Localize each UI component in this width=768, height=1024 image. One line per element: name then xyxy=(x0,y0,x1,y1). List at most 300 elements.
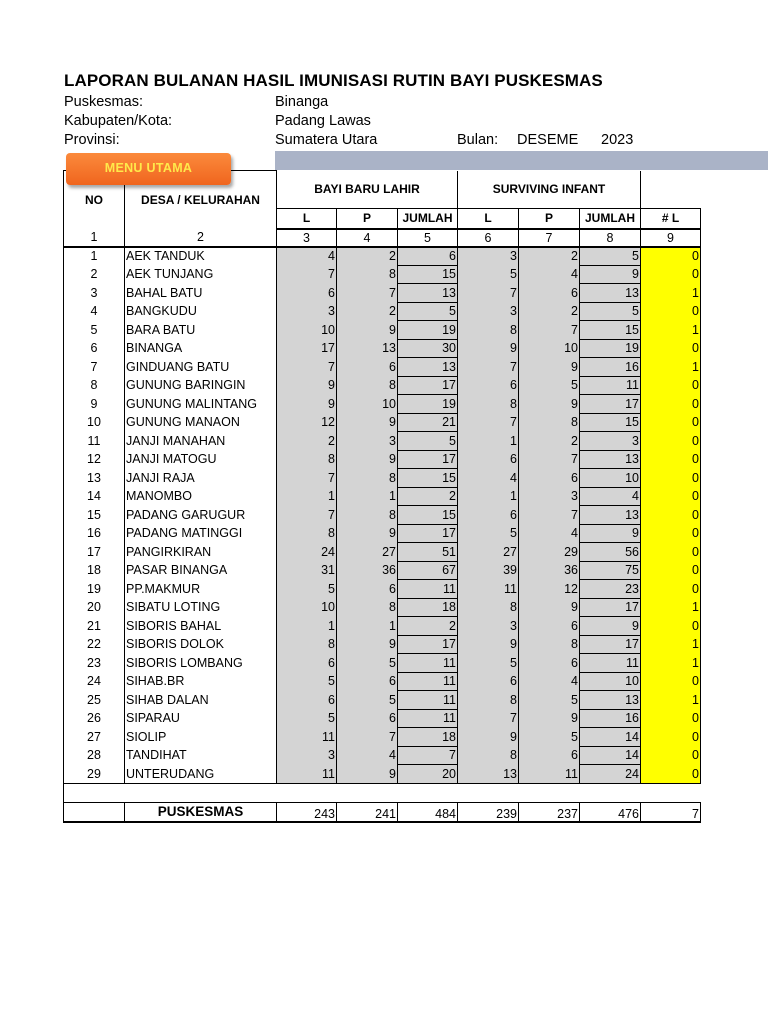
sub-header-si-p: P xyxy=(519,209,580,229)
row-bbl-p[interactable]: 10 xyxy=(337,395,398,414)
row-desa: JANJI MANAHAN xyxy=(125,432,277,451)
row-bbl-jumlah[interactable]: 17 xyxy=(398,450,458,469)
row-si-jumlah[interactable]: 17 xyxy=(580,598,641,617)
row-bbl-l[interactable]: 1 xyxy=(277,617,337,636)
row-no: 21 xyxy=(64,617,125,636)
row-si-jumlah[interactable]: 14 xyxy=(580,728,641,747)
row-bbl-l[interactable]: 2 xyxy=(277,432,337,451)
row-si-l[interactable]: 1 xyxy=(458,487,519,506)
row-bbl-p[interactable]: 9 xyxy=(337,765,398,784)
row-bbl-jumlah[interactable]: 13 xyxy=(398,284,458,303)
row-bbl-jumlah[interactable]: 19 xyxy=(398,395,458,414)
row-hl[interactable]: 0 xyxy=(641,543,701,562)
table-row xyxy=(64,506,701,525)
row-desa: SIOLIP xyxy=(125,728,277,747)
row-si-jumlah[interactable]: 13 xyxy=(580,506,641,525)
row-si-l[interactable]: 7 xyxy=(458,709,519,728)
row-bbl-jumlah[interactable]: 19 xyxy=(398,321,458,340)
total-label: PUSKESMAS xyxy=(125,802,277,822)
row-no: 19 xyxy=(64,580,125,599)
row-si-jumlah[interactable]: 24 xyxy=(580,765,641,784)
row-si-l[interactable]: 7 xyxy=(458,284,519,303)
row-hl[interactable]: 0 xyxy=(641,709,701,728)
row-hl[interactable]: 0 xyxy=(641,265,701,284)
row-si-l[interactable]: 5 xyxy=(458,524,519,543)
row-no: 2 xyxy=(64,265,125,284)
row-no: 7 xyxy=(64,358,125,377)
year-value: 2023 xyxy=(601,132,634,148)
table-row xyxy=(64,321,701,340)
row-si-jumlah[interactable]: 13 xyxy=(580,691,641,710)
row-bbl-jumlah[interactable]: 11 xyxy=(398,672,458,691)
row-si-jumlah[interactable]: 13 xyxy=(580,284,641,303)
table-row xyxy=(64,432,701,451)
row-si-p[interactable]: 9 xyxy=(519,358,580,377)
spacer-row xyxy=(64,783,701,802)
row-bbl-jumlah[interactable]: 2 xyxy=(398,617,458,636)
row-si-p[interactable]: 36 xyxy=(519,561,580,580)
total-bbl-jumlah: 484 xyxy=(398,802,458,822)
row-hl[interactable]: 0 xyxy=(641,395,701,414)
row-bbl-l[interactable]: 24 xyxy=(277,543,337,562)
row-si-l[interactable]: 5 xyxy=(458,654,519,673)
row-si-p[interactable]: 5 xyxy=(519,728,580,747)
row-bbl-jumlah[interactable]: 6 xyxy=(398,247,458,266)
row-si-l[interactable]: 4 xyxy=(458,469,519,488)
row-si-p[interactable]: 3 xyxy=(519,487,580,506)
row-hl[interactable]: 0 xyxy=(641,672,701,691)
row-si-l[interactable]: 5 xyxy=(458,265,519,284)
row-si-l[interactable]: 39 xyxy=(458,561,519,580)
row-bbl-p[interactable]: 8 xyxy=(337,506,398,525)
col-number-7: 7 xyxy=(519,229,580,247)
row-si-l[interactable]: 3 xyxy=(458,302,519,321)
row-si-p[interactable]: 6 xyxy=(519,617,580,636)
row-si-jumlah[interactable]: 9 xyxy=(580,265,641,284)
row-si-l[interactable]: 6 xyxy=(458,506,519,525)
row-bbl-p[interactable]: 2 xyxy=(337,302,398,321)
row-desa: PADANG GARUGUR xyxy=(125,506,277,525)
row-hl[interactable]: 0 xyxy=(641,580,701,599)
row-desa: JANJI RAJA xyxy=(125,469,277,488)
row-no: 29 xyxy=(64,765,125,784)
row-no: 27 xyxy=(64,728,125,747)
report-title: LAPORAN BULANAN HASIL IMUNISASI RUTIN BAYI PUSKESMAS xyxy=(64,71,603,90)
row-bbl-l[interactable]: 10 xyxy=(277,598,337,617)
row-desa: SIBORIS BAHAL xyxy=(125,617,277,636)
row-bbl-p[interactable]: 9 xyxy=(337,413,398,432)
row-bbl-l[interactable]: 11 xyxy=(277,728,337,747)
col-number-6: 6 xyxy=(458,229,519,247)
table-row xyxy=(64,672,701,691)
row-bbl-l[interactable]: 5 xyxy=(277,672,337,691)
row-bbl-p[interactable]: 6 xyxy=(337,672,398,691)
bulan-label: Bulan: xyxy=(457,132,499,148)
sub-header-hl: # L xyxy=(641,209,701,229)
row-desa: BARA BATU xyxy=(125,321,277,340)
row-bbl-p[interactable]: 8 xyxy=(337,469,398,488)
row-bbl-l[interactable]: 7 xyxy=(277,265,337,284)
row-si-l[interactable]: 9 xyxy=(458,635,519,654)
row-bbl-jumlah[interactable]: 20 xyxy=(398,765,458,784)
row-bbl-jumlah[interactable]: 18 xyxy=(398,728,458,747)
row-si-jumlah[interactable]: 10 xyxy=(580,469,641,488)
col-number-8: 8 xyxy=(580,229,641,247)
immunization-table xyxy=(63,170,701,823)
row-si-p[interactable]: 8 xyxy=(519,413,580,432)
row-bbl-l[interactable]: 9 xyxy=(277,376,337,395)
row-si-jumlah[interactable]: 14 xyxy=(580,746,641,765)
row-si-jumlah[interactable]: 15 xyxy=(580,413,641,432)
bulan-value: DESEME xyxy=(517,132,578,148)
row-si-l[interactable]: 8 xyxy=(458,746,519,765)
row-si-l[interactable]: 7 xyxy=(458,413,519,432)
row-bbl-jumlah[interactable]: 15 xyxy=(398,506,458,525)
row-bbl-jumlah[interactable]: 11 xyxy=(398,691,458,710)
row-si-p[interactable]: 6 xyxy=(519,654,580,673)
table-row xyxy=(64,395,701,414)
table-row xyxy=(64,543,701,562)
row-bbl-p[interactable]: 3 xyxy=(337,432,398,451)
row-bbl-l[interactable]: 7 xyxy=(277,506,337,525)
row-bbl-p[interactable]: 9 xyxy=(337,321,398,340)
row-bbl-l[interactable]: 11 xyxy=(277,765,337,784)
row-bbl-l[interactable]: 5 xyxy=(277,580,337,599)
row-bbl-p[interactable]: 8 xyxy=(337,265,398,284)
row-si-jumlah[interactable]: 11 xyxy=(580,376,641,395)
row-si-p[interactable]: 6 xyxy=(519,284,580,303)
row-hl[interactable]: 1 xyxy=(641,654,701,673)
row-bbl-jumlah[interactable]: 15 xyxy=(398,469,458,488)
row-bbl-jumlah[interactable]: 51 xyxy=(398,543,458,562)
row-bbl-l[interactable]: 17 xyxy=(277,339,337,358)
row-bbl-p[interactable]: 9 xyxy=(337,524,398,543)
row-bbl-p[interactable]: 2 xyxy=(337,247,398,266)
row-hl[interactable]: 0 xyxy=(641,524,701,543)
row-si-p[interactable]: 9 xyxy=(519,395,580,414)
row-bbl-l[interactable]: 31 xyxy=(277,561,337,580)
row-si-l[interactable]: 3 xyxy=(458,617,519,636)
table-row xyxy=(64,487,701,506)
row-si-p[interactable]: 9 xyxy=(519,598,580,617)
row-bbl-p[interactable]: 1 xyxy=(337,617,398,636)
row-hl[interactable]: 0 xyxy=(641,450,701,469)
row-si-l[interactable]: 9 xyxy=(458,339,519,358)
table-row xyxy=(64,617,701,636)
row-si-jumlah[interactable]: 16 xyxy=(580,358,641,377)
row-si-l[interactable]: 7 xyxy=(458,358,519,377)
row-si-l[interactable]: 8 xyxy=(458,691,519,710)
row-si-jumlah[interactable]: 56 xyxy=(580,543,641,562)
row-hl[interactable]: 0 xyxy=(641,746,701,765)
row-bbl-jumlah[interactable]: 21 xyxy=(398,413,458,432)
row-desa: SIHAB.BR xyxy=(125,672,277,691)
row-si-jumlah[interactable]: 19 xyxy=(580,339,641,358)
menu-utama-button[interactable]: MENU UTAMA xyxy=(66,153,231,185)
provinsi-label: Provinsi: xyxy=(64,132,120,148)
row-no: 15 xyxy=(64,506,125,525)
table-row xyxy=(64,469,701,488)
row-hl[interactable]: 0 xyxy=(641,413,701,432)
row-si-p[interactable]: 6 xyxy=(519,469,580,488)
row-bbl-jumlah[interactable]: 17 xyxy=(398,635,458,654)
row-no: 28 xyxy=(64,746,125,765)
row-bbl-l[interactable]: 8 xyxy=(277,524,337,543)
row-bbl-jumlah[interactable]: 11 xyxy=(398,654,458,673)
row-si-p[interactable]: 6 xyxy=(519,746,580,765)
row-si-jumlah[interactable]: 9 xyxy=(580,617,641,636)
total-bbl-l: 243 xyxy=(277,802,337,822)
row-hl[interactable]: 0 xyxy=(641,469,701,488)
row-bbl-jumlah[interactable]: 67 xyxy=(398,561,458,580)
row-si-jumlah[interactable]: 5 xyxy=(580,247,641,266)
row-bbl-l[interactable]: 4 xyxy=(277,247,337,266)
row-si-jumlah[interactable]: 16 xyxy=(580,709,641,728)
row-si-p[interactable]: 7 xyxy=(519,321,580,340)
total-blank-cell xyxy=(64,802,125,822)
row-hl[interactable]: 0 xyxy=(641,302,701,321)
row-no: 11 xyxy=(64,432,125,451)
row-bbl-l[interactable]: 12 xyxy=(277,413,337,432)
row-si-p[interactable]: 9 xyxy=(519,709,580,728)
row-desa: JANJI MATOGU xyxy=(125,450,277,469)
row-si-p[interactable]: 8 xyxy=(519,635,580,654)
row-si-l[interactable]: 1 xyxy=(458,432,519,451)
row-bbl-l[interactable]: 10 xyxy=(277,321,337,340)
row-si-p[interactable]: 4 xyxy=(519,265,580,284)
row-bbl-jumlah[interactable]: 17 xyxy=(398,376,458,395)
table-row xyxy=(64,247,701,266)
row-bbl-l[interactable]: 7 xyxy=(277,358,337,377)
row-no: 6 xyxy=(64,339,125,358)
row-si-p[interactable]: 4 xyxy=(519,524,580,543)
row-bbl-p[interactable]: 6 xyxy=(337,358,398,377)
table-row xyxy=(64,728,701,747)
row-bbl-p[interactable]: 6 xyxy=(337,580,398,599)
row-bbl-p[interactable]: 5 xyxy=(337,691,398,710)
col-desa-header: DESA / KELURAHAN xyxy=(125,171,277,229)
row-si-l[interactable]: 27 xyxy=(458,543,519,562)
row-bbl-l[interactable]: 6 xyxy=(277,691,337,710)
table-row xyxy=(64,302,701,321)
row-bbl-jumlah[interactable]: 30 xyxy=(398,339,458,358)
row-bbl-p[interactable]: 8 xyxy=(337,376,398,395)
row-hl[interactable]: 1 xyxy=(641,635,701,654)
table-row xyxy=(64,358,701,377)
row-no: 25 xyxy=(64,691,125,710)
row-bbl-l[interactable]: 7 xyxy=(277,469,337,488)
total-row xyxy=(64,802,701,822)
row-desa: PANGIRKIRAN xyxy=(125,543,277,562)
row-hl[interactable]: 1 xyxy=(641,321,701,340)
row-hl[interactable]: 1 xyxy=(641,358,701,377)
total-si-p: 237 xyxy=(519,802,580,822)
group-empty-header xyxy=(641,171,701,209)
table-row xyxy=(64,765,701,784)
row-bbl-jumlah[interactable]: 15 xyxy=(398,265,458,284)
row-bbl-l[interactable]: 3 xyxy=(277,746,337,765)
row-desa: PASAR BINANGA xyxy=(125,561,277,580)
row-hl[interactable]: 0 xyxy=(641,376,701,395)
row-bbl-l[interactable]: 3 xyxy=(277,302,337,321)
row-si-jumlah[interactable]: 5 xyxy=(580,302,641,321)
row-no: 5 xyxy=(64,321,125,340)
row-si-jumlah[interactable]: 10 xyxy=(580,672,641,691)
row-si-p[interactable]: 29 xyxy=(519,543,580,562)
col-number-1: 1 xyxy=(64,229,125,247)
row-bbl-p[interactable]: 9 xyxy=(337,635,398,654)
row-bbl-jumlah[interactable]: 5 xyxy=(398,302,458,321)
row-si-jumlah[interactable]: 15 xyxy=(580,321,641,340)
row-no: 1 xyxy=(64,247,125,266)
row-si-l[interactable]: 8 xyxy=(458,321,519,340)
row-desa: SIHAB DALAN xyxy=(125,691,277,710)
sub-header-bbl-p: P xyxy=(337,209,398,229)
row-hl[interactable]: 0 xyxy=(641,765,701,784)
row-no: 4 xyxy=(64,302,125,321)
row-si-jumlah[interactable]: 23 xyxy=(580,580,641,599)
row-hl[interactable]: 0 xyxy=(641,247,701,266)
row-hl[interactable]: 0 xyxy=(641,728,701,747)
sub-header-bbl-jumlah: JUMLAH xyxy=(398,209,458,229)
row-hl[interactable]: 1 xyxy=(641,284,701,303)
row-si-l[interactable]: 8 xyxy=(458,598,519,617)
row-si-l[interactable]: 13 xyxy=(458,765,519,784)
row-si-l[interactable]: 6 xyxy=(458,672,519,691)
row-bbl-jumlah[interactable]: 17 xyxy=(398,524,458,543)
row-si-p[interactable]: 7 xyxy=(519,450,580,469)
row-si-jumlah[interactable]: 3 xyxy=(580,432,641,451)
row-si-jumlah[interactable]: 17 xyxy=(580,635,641,654)
col-number-4: 4 xyxy=(337,229,398,247)
row-si-p[interactable]: 5 xyxy=(519,691,580,710)
row-si-l[interactable]: 6 xyxy=(458,450,519,469)
col-number-9: 9 xyxy=(641,229,701,247)
row-si-p[interactable]: 5 xyxy=(519,376,580,395)
table-row xyxy=(64,691,701,710)
row-desa: BANGKUDU xyxy=(125,302,277,321)
kabupaten-value: Padang Lawas xyxy=(275,113,371,129)
row-si-l[interactable]: 6 xyxy=(458,376,519,395)
row-bbl-jumlah[interactable]: 13 xyxy=(398,358,458,377)
row-desa: PP.MAKMUR xyxy=(125,580,277,599)
group-bbl-header: BAYI BARU LAHIR xyxy=(277,171,458,209)
row-bbl-p[interactable]: 4 xyxy=(337,746,398,765)
row-bbl-p[interactable]: 1 xyxy=(337,487,398,506)
row-hl[interactable]: 1 xyxy=(641,691,701,710)
table-row xyxy=(64,450,701,469)
row-no: 12 xyxy=(64,450,125,469)
row-hl[interactable]: 0 xyxy=(641,339,701,358)
row-bbl-p[interactable]: 7 xyxy=(337,728,398,747)
row-no: 17 xyxy=(64,543,125,562)
row-si-l[interactable]: 3 xyxy=(458,247,519,266)
row-si-p[interactable]: 2 xyxy=(519,302,580,321)
col-number-3: 3 xyxy=(277,229,337,247)
row-hl[interactable]: 1 xyxy=(641,598,701,617)
row-si-jumlah[interactable]: 17 xyxy=(580,395,641,414)
row-bbl-p[interactable]: 13 xyxy=(337,339,398,358)
row-hl[interactable]: 0 xyxy=(641,617,701,636)
row-bbl-jumlah[interactable]: 11 xyxy=(398,709,458,728)
sub-header-si-jumlah: JUMLAH xyxy=(580,209,641,229)
row-si-jumlah[interactable]: 75 xyxy=(580,561,641,580)
row-desa: UNTERUDANG xyxy=(125,765,277,784)
row-hl[interactable]: 0 xyxy=(641,561,701,580)
row-hl[interactable]: 0 xyxy=(641,432,701,451)
row-bbl-l[interactable]: 6 xyxy=(277,284,337,303)
group-si-header: SURVIVING INFANT xyxy=(458,171,641,209)
row-si-jumlah[interactable]: 4 xyxy=(580,487,641,506)
row-si-jumlah[interactable]: 9 xyxy=(580,524,641,543)
row-si-l[interactable]: 11 xyxy=(458,580,519,599)
row-si-p[interactable]: 2 xyxy=(519,247,580,266)
row-si-p[interactable]: 11 xyxy=(519,765,580,784)
row-desa: TANDIHAT xyxy=(125,746,277,765)
row-desa: BINANGA xyxy=(125,339,277,358)
total-si-jumlah: 476 xyxy=(580,802,641,822)
puskesmas-label: Puskesmas: xyxy=(64,94,143,110)
kabupaten-label: Kabupaten/Kota: xyxy=(64,113,173,129)
col-no-header: NO xyxy=(64,171,125,229)
row-no: 23 xyxy=(64,654,125,673)
row-si-p[interactable]: 12 xyxy=(519,580,580,599)
row-desa: PADANG MATINGGI xyxy=(125,524,277,543)
row-bbl-l[interactable]: 6 xyxy=(277,654,337,673)
row-bbl-jumlah[interactable]: 18 xyxy=(398,598,458,617)
row-bbl-p[interactable]: 8 xyxy=(337,598,398,617)
table-row xyxy=(64,709,701,728)
row-bbl-jumlah[interactable]: 2 xyxy=(398,487,458,506)
row-si-jumlah[interactable]: 13 xyxy=(580,450,641,469)
row-si-l[interactable]: 8 xyxy=(458,395,519,414)
row-bbl-p[interactable]: 6 xyxy=(337,709,398,728)
row-si-p[interactable]: 2 xyxy=(519,432,580,451)
row-si-jumlah[interactable]: 11 xyxy=(580,654,641,673)
table-row xyxy=(64,561,701,580)
row-desa: BAHAL BATU xyxy=(125,284,277,303)
row-si-p[interactable]: 4 xyxy=(519,672,580,691)
row-hl[interactable]: 0 xyxy=(641,506,701,525)
row-bbl-p[interactable]: 9 xyxy=(337,450,398,469)
row-bbl-p[interactable]: 7 xyxy=(337,284,398,303)
sub-header-bbl-l: L xyxy=(277,209,337,229)
row-no: 18 xyxy=(64,561,125,580)
row-no: 9 xyxy=(64,395,125,414)
row-bbl-p[interactable]: 27 xyxy=(337,543,398,562)
row-desa: SIBORIS DOLOK xyxy=(125,635,277,654)
row-si-p[interactable]: 7 xyxy=(519,506,580,525)
row-bbl-l[interactable]: 8 xyxy=(277,635,337,654)
row-bbl-l[interactable]: 8 xyxy=(277,450,337,469)
row-bbl-jumlah[interactable]: 7 xyxy=(398,746,458,765)
row-bbl-jumlah[interactable]: 11 xyxy=(398,580,458,599)
row-bbl-l[interactable]: 5 xyxy=(277,709,337,728)
table-row xyxy=(64,635,701,654)
row-hl[interactable]: 0 xyxy=(641,487,701,506)
row-desa: GINDUANG BATU xyxy=(125,358,277,377)
row-si-l[interactable]: 9 xyxy=(458,728,519,747)
table-row xyxy=(64,598,701,617)
provinsi-value: Sumatera Utara xyxy=(275,132,378,148)
row-bbl-p[interactable]: 36 xyxy=(337,561,398,580)
row-bbl-p[interactable]: 5 xyxy=(337,654,398,673)
row-bbl-jumlah[interactable]: 5 xyxy=(398,432,458,451)
row-desa: GUNUNG MANAON xyxy=(125,413,277,432)
row-bbl-l[interactable]: 9 xyxy=(277,395,337,414)
row-bbl-l[interactable]: 1 xyxy=(277,487,337,506)
row-si-p[interactable]: 10 xyxy=(519,339,580,358)
